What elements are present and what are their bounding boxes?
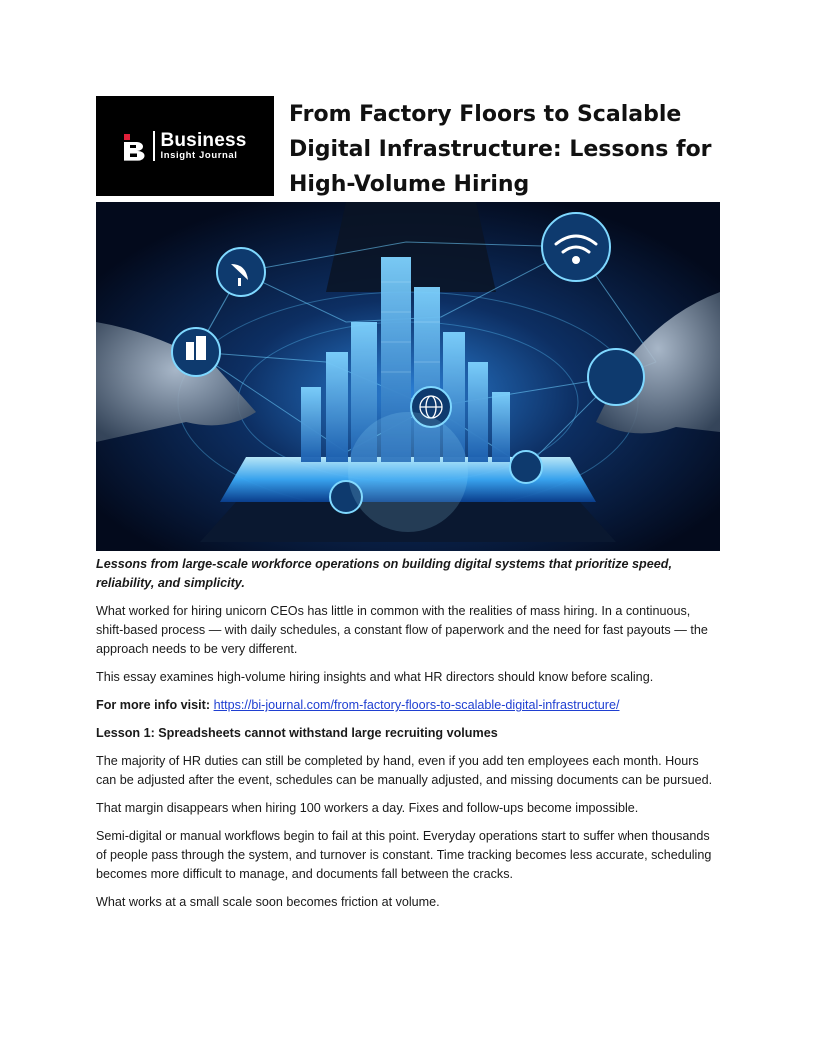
logo-divider xyxy=(153,131,155,161)
hero-image xyxy=(96,202,720,551)
more-info-link[interactable]: https://bi-journal.com/from-factory-floors-to-scalable-digital-infrastructure/ xyxy=(213,698,620,712)
article-body xyxy=(96,555,720,921)
paragraph-intro: What worked for hiring unicorn CEOs has little in common with the realities of mass hiring. In a continuous, shift-based process — with daily schedules, a constant flow of paperwork and the need for fast payouts — the approach needs to be very different. xyxy=(96,604,708,656)
more-info xyxy=(96,696,720,715)
logo-b-mark-icon xyxy=(123,131,149,161)
logo xyxy=(96,96,274,196)
paragraph-workflows: Semi-digital or manual workflows begin to fail at this point. Everyday operations start to suffer when thousands of people pass through the system, and turnover is constant. Time tracking becomes less accurate, scheduling becomes more difficult to manage, and documents fall between the cracks. xyxy=(96,829,712,881)
lesson-1-heading: Lesson 1: Spreadsheets cannot withstand large recruiting volumes xyxy=(96,726,498,740)
logo-line-1: Business xyxy=(160,129,247,151)
logo-line-2: Insight Journal xyxy=(160,149,238,161)
more-info-label: For more info visit: xyxy=(96,698,211,712)
page-title: From Factory Floors to Scalable Digital Infrastructure: Lessons for High-Volume Hiring xyxy=(289,102,712,197)
image-caption: Lessons from large-scale workforce operations on building digital systems that prioritize speed, reliability, and simplicity. xyxy=(96,557,672,590)
paragraph-friction: What works at a small scale soon becomes friction at volume. xyxy=(96,895,440,909)
paragraph-margin: That margin disappears when hiring 100 workers a day. Fixes and follow-ups become impossible. xyxy=(96,801,639,815)
paragraph-manual-duties: The majority of HR duties can still be completed by hand, even if you add ten employees each month. Hours can be adjusted after the event, schedules can be manually adjusted, and missing documents can be pursued. xyxy=(96,754,713,787)
paragraph-essay: This essay examines high-volume hiring insights and what HR directors should know before scaling. xyxy=(96,670,654,684)
